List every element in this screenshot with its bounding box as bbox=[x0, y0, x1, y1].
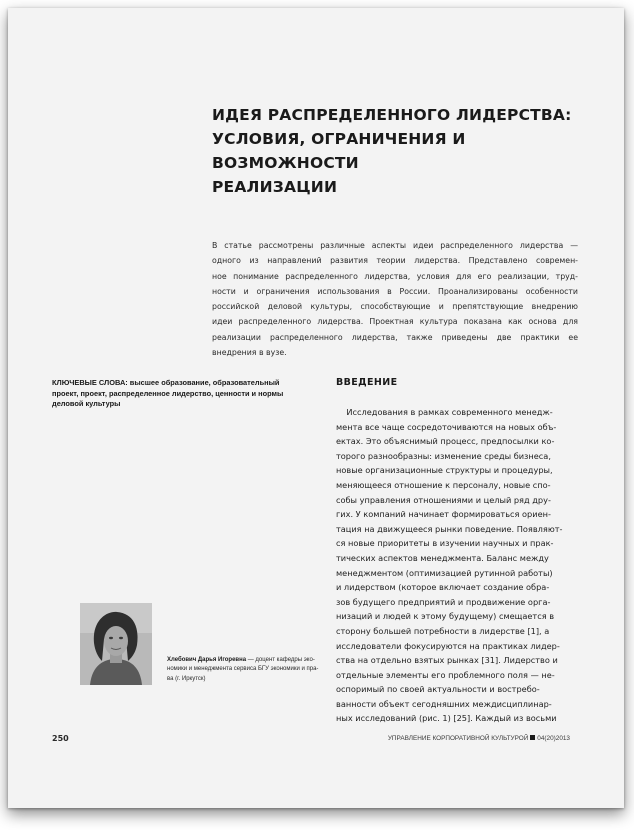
journal-name: УПРАВЛЕНИЕ КОРПОРАТИВНОЙ КУЛЬТУРОЙ bbox=[387, 735, 529, 742]
body-line: собы управления отношениями и целый ряд дру- bbox=[336, 494, 551, 505]
body-line: ства на отдельно взятых рынках [31]. Лидерство и bbox=[336, 655, 558, 666]
abstract-line: реализации распределенного лидерства, также приведены две практики ее bbox=[212, 332, 578, 342]
abstract-line: В статье рассмотрены различные аспекты идеи распределенного лидерства — bbox=[212, 241, 578, 250]
body-line: ектах. Это объяснимый процесс, предпосылки ко- bbox=[336, 436, 555, 447]
title-line: УСЛОВИЯ, ОГРАНИЧЕНИЯ И ВОЗМОЖНОСТИ bbox=[212, 130, 466, 172]
author-line: номики и менеджмента сервиса БГУ экономики и пра- bbox=[167, 666, 319, 673]
body-line: низаций и людей к этому будущему) смещается в bbox=[336, 611, 555, 622]
body-line: гих. У компаний начинает формироваться ориен- bbox=[336, 509, 551, 520]
keywords-block bbox=[52, 378, 322, 410]
abstract-line: идеи распределенного лидерства. Проектная культура показана как основа для bbox=[212, 317, 578, 327]
body-line: ся новые приоритеты в изучении научных и прак- bbox=[336, 538, 554, 549]
keywords-line: КЛЮЧЕВЫЕ СЛОВА: высшее образование, образовательный bbox=[52, 378, 280, 387]
author-position: — доцент кафедры эко- bbox=[246, 657, 315, 663]
article-title bbox=[212, 103, 582, 199]
keywords-line: деловой культуры bbox=[52, 399, 121, 408]
body-line: торого разнообразны: изменение среды бизнеса, bbox=[336, 450, 551, 461]
abstract-line: российской деловой культуры, способствующие и препятствующие внедрению bbox=[212, 302, 578, 312]
body-line: отдельные элементы его проблемного поля — не- bbox=[336, 669, 555, 680]
abstract-line: ности и ограничения использования в России. Проанализированы особенности bbox=[212, 286, 578, 296]
title-line: РЕАЛИЗАЦИИ bbox=[212, 178, 338, 196]
author-name: Хлебович Дарья Игоревна bbox=[167, 657, 247, 663]
author-line: ва (г. Иркутск) bbox=[167, 675, 206, 682]
section-heading: ВВЕДЕНИЕ bbox=[336, 377, 398, 388]
running-footer bbox=[388, 735, 570, 742]
author-info bbox=[167, 656, 327, 684]
body-line: ных исследований (рис. 1) [25]. Каждый из восьми bbox=[336, 713, 557, 724]
body-text-column bbox=[336, 405, 580, 726]
page-number: 250 bbox=[52, 734, 69, 743]
body-line: новые организационные структуры и процедуры, bbox=[336, 465, 553, 476]
keywords-line: проект, проект, распределенное лидерство, ценности и нормы bbox=[52, 388, 284, 398]
body-line: и лидерством (которое включает создание обра- bbox=[336, 582, 550, 593]
author-line bbox=[167, 656, 327, 665]
body-line: тация на движущееся рынки поведение. Появляют- bbox=[336, 523, 563, 534]
square-bullet-icon bbox=[530, 735, 535, 740]
issue-number: 04(20)2013 bbox=[537, 735, 570, 742]
body-line: мента все чаще сосредоточиваются на новых объ- bbox=[336, 421, 557, 432]
abstract-line: ное понимание распределенного лидерства, условия для его реализации, труд- bbox=[212, 271, 578, 281]
body-line: ванности объект сегодняшних междисциплинар- bbox=[336, 698, 552, 709]
author-photo bbox=[80, 603, 152, 685]
title-line: ИДЕЯ РАСПРЕДЕЛЕННОГО ЛИДЕРСТВА: bbox=[212, 106, 572, 124]
body-line: менеджментом (оптимизацией рутинной работы) bbox=[336, 567, 553, 578]
body-line: зов будущего предприятий и продвижение орга- bbox=[336, 596, 551, 607]
body-line: меняющееся отношение к персоналу, новые спо- bbox=[336, 479, 551, 490]
body-line: сторону большей потребности в лидерстве [1], а bbox=[336, 625, 550, 636]
body-line: оспоримый по своей актуальности и востребо- bbox=[336, 684, 540, 695]
abstract-line: одного из направлений развития теории лидерства. Представлено современ- bbox=[212, 256, 578, 266]
abstract-line: внедрения в вузе. bbox=[212, 348, 287, 358]
body-line: тических аспектов менеджмента. Баланс между bbox=[336, 552, 549, 563]
body-line: Исследования в рамках современного менедж- bbox=[336, 407, 553, 417]
article-abstract bbox=[212, 238, 578, 360]
body-line: исследователи фокусируются на практиках лидер- bbox=[336, 640, 560, 651]
